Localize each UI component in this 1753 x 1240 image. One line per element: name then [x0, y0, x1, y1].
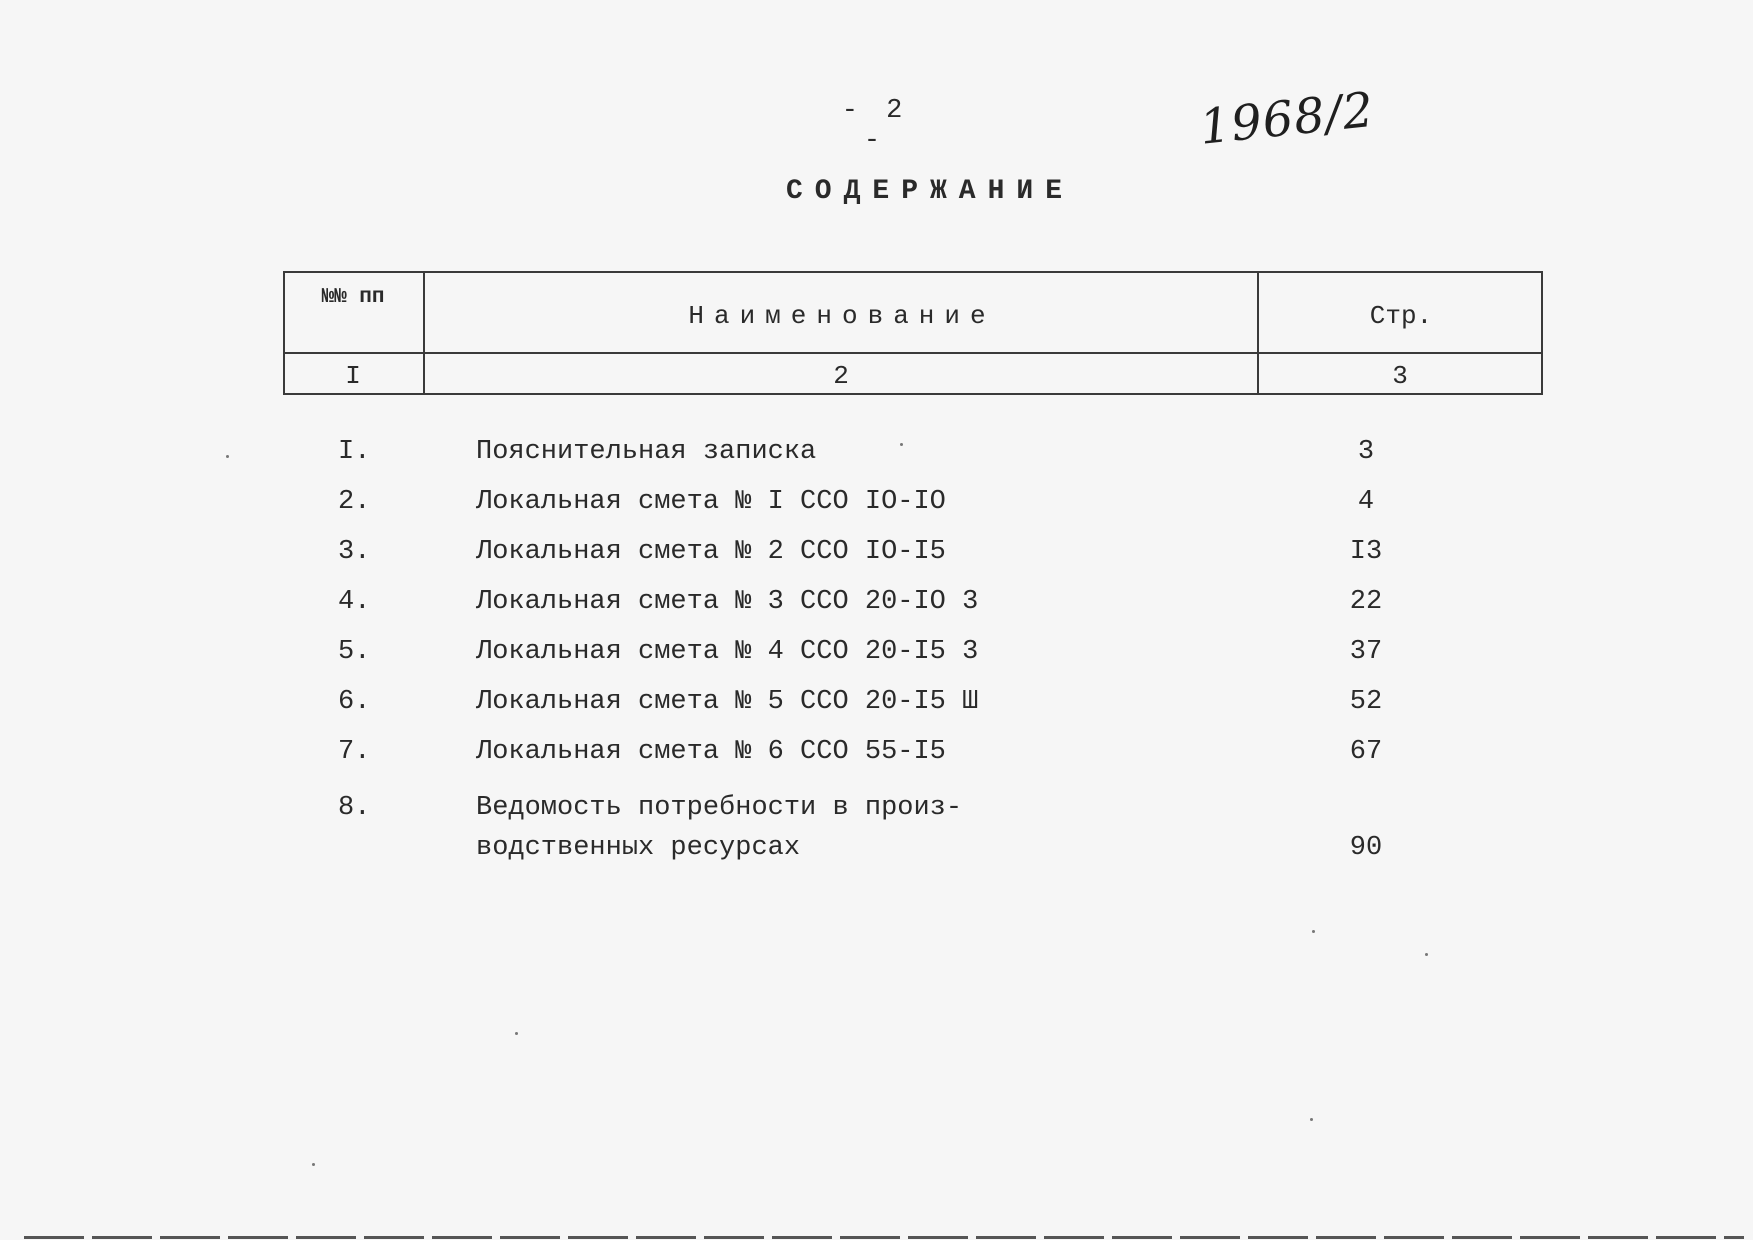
entry-number: 2.: [338, 487, 371, 517]
header-right-border: [1541, 271, 1543, 395]
entry-title: Локальная смета № 4 ССО 20-I5 3: [476, 637, 979, 667]
header-col-name: Наименование: [688, 301, 996, 331]
scan-speck: [1312, 930, 1315, 933]
header-top-rule: [283, 271, 1543, 273]
entry-title-line-2: водственных ресурсах: [476, 833, 801, 863]
entry-title-line-1: Ведомость потребности в произ-: [476, 793, 963, 823]
header-bottom-rule: [283, 393, 1543, 395]
entry-number: 3.: [338, 537, 371, 567]
entry-title: Локальная смета № I ССО IO-IO: [476, 487, 946, 517]
entry-page: 4: [1357, 487, 1375, 517]
handwritten-note: 1968/2: [1197, 81, 1377, 156]
header-mid-rule: [283, 352, 1543, 354]
entry-page: 22: [1349, 587, 1383, 617]
header-col-number: №№ пп: [321, 286, 385, 309]
entry-title: [476, 788, 1096, 868]
header-index-1: I: [345, 361, 361, 391]
page-bottom-edge: [24, 1236, 1744, 1239]
entry-page: 3: [1357, 437, 1375, 467]
entry-title: Локальная смета № 3 ССО 20-IO 3: [476, 587, 979, 617]
entry-number: 8.: [338, 793, 371, 823]
scan-speck: [1425, 953, 1428, 956]
scan-speck: [312, 1163, 315, 1166]
document-title: СОДЕРЖАНИЕ: [785, 176, 1075, 207]
entry-title: Локальная смета № 5 ССО 20-I5 Ш: [476, 687, 979, 717]
entry-title: Локальная смета № 6 ССО 55-I5: [476, 737, 946, 767]
entry-page: 52: [1349, 687, 1383, 717]
scan-speck: [1310, 1118, 1313, 1121]
entry-title: Локальная смета № 2 ССО IO-I5: [476, 537, 946, 567]
entry-title: Пояснительная записка: [476, 437, 817, 467]
entry-number: 7.: [338, 737, 371, 767]
header-index-3: 3: [1392, 361, 1408, 391]
header-col-page: Стр.: [1369, 301, 1433, 331]
entry-number: I.: [338, 437, 371, 467]
entry-page: I3: [1349, 537, 1383, 567]
page-number: - 2 -: [841, 96, 909, 156]
entry-page: 37: [1349, 637, 1383, 667]
header-index-2: 2: [833, 361, 849, 391]
entry-number: 4.: [338, 587, 371, 617]
entry-page: 90: [1349, 833, 1383, 863]
entry-number: 5.: [338, 637, 371, 667]
entry-page: 67: [1349, 737, 1383, 767]
scan-speck: [900, 443, 903, 446]
entry-number: 6.: [338, 687, 371, 717]
scan-speck: [515, 1032, 518, 1035]
scan-speck: [226, 455, 229, 458]
contents-table-header: [283, 271, 1543, 395]
